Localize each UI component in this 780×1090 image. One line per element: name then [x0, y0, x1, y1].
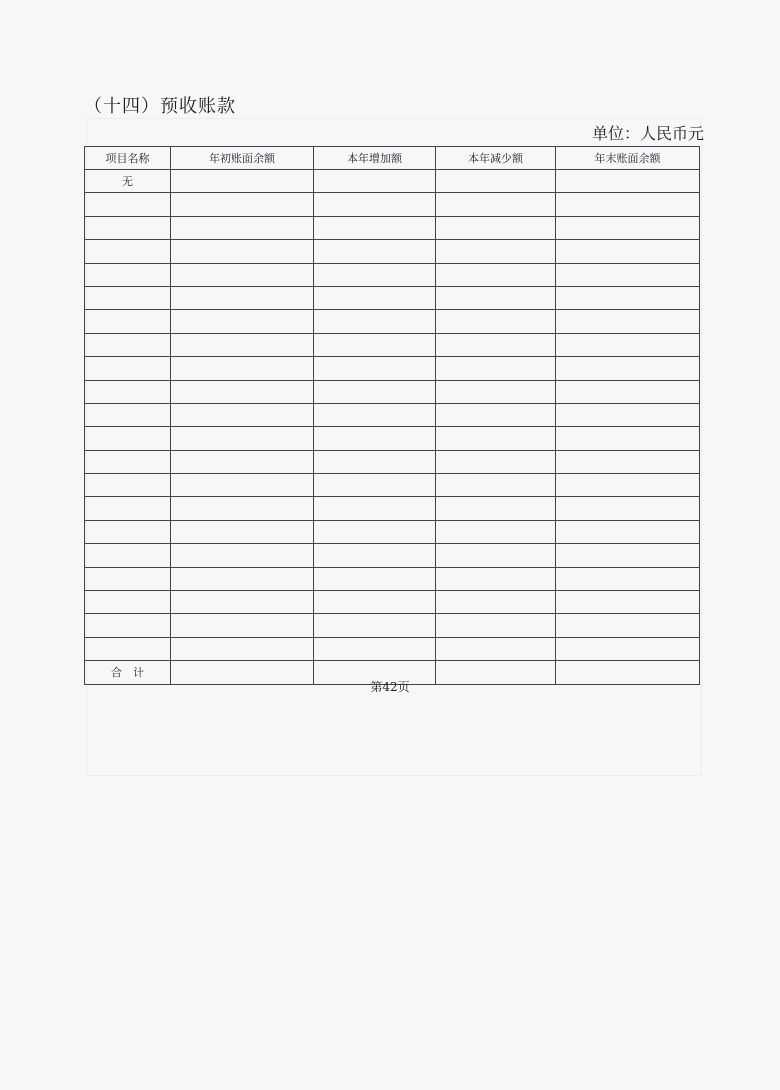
table-cell [436, 637, 556, 660]
table-cell [556, 286, 700, 309]
table-row [85, 263, 700, 286]
table-cell [85, 544, 171, 567]
table-cell [556, 357, 700, 380]
table-cell [85, 380, 171, 403]
table-cell [314, 403, 436, 426]
table-row [85, 591, 700, 614]
table-cell [556, 637, 700, 660]
table-cell [556, 591, 700, 614]
table-cell [314, 427, 436, 450]
table-cell [556, 380, 700, 403]
table-cell [314, 637, 436, 660]
table-cell [314, 450, 436, 473]
table-cell [436, 333, 556, 356]
table-cell [556, 310, 700, 333]
table-cell [556, 263, 700, 286]
table-cell [314, 474, 436, 497]
table-cell [436, 520, 556, 543]
table-cell [436, 170, 556, 193]
table-cell [556, 520, 700, 543]
table-cell [85, 520, 171, 543]
table-cell [171, 520, 314, 543]
item-name-cell: 无 [85, 170, 171, 193]
table-cell [436, 614, 556, 637]
table-cell [436, 380, 556, 403]
table-cell [436, 286, 556, 309]
table-cell [85, 591, 171, 614]
table-cell [436, 193, 556, 216]
table-cell [314, 240, 436, 263]
table-cell [85, 427, 171, 450]
table-cell [171, 474, 314, 497]
table-cell [436, 544, 556, 567]
table-cell [556, 216, 700, 239]
table-cell [314, 193, 436, 216]
table-cell [171, 403, 314, 426]
table-cell [314, 380, 436, 403]
table-cell [314, 591, 436, 614]
table-cell [171, 591, 314, 614]
table-cell [171, 614, 314, 637]
table-cell [85, 333, 171, 356]
table-row [85, 427, 700, 450]
table-cell [85, 497, 171, 520]
table-cell [85, 240, 171, 263]
table-cell [314, 263, 436, 286]
table-row [85, 310, 700, 333]
total-label: 合 计 [85, 661, 171, 684]
table-row [85, 240, 700, 263]
table-cell [171, 333, 314, 356]
table-cell [85, 310, 171, 333]
header-opening-balance: 年初账面余额 [171, 147, 314, 170]
table-body [85, 170, 700, 661]
table-cell [436, 216, 556, 239]
header-item-name: 项目名称 [85, 147, 171, 170]
table-row [85, 357, 700, 380]
table-row [85, 544, 700, 567]
table-cell [85, 357, 171, 380]
table-row [85, 193, 700, 216]
header-decrease: 本年减少额 [436, 147, 556, 170]
table-cell [314, 310, 436, 333]
table-cell [556, 614, 700, 637]
table-row [85, 497, 700, 520]
table-cell [314, 216, 436, 239]
table-cell [314, 614, 436, 637]
table-row [85, 286, 700, 309]
table-cell [171, 286, 314, 309]
table-cell [436, 427, 556, 450]
table-cell [85, 567, 171, 590]
table-cell [556, 474, 700, 497]
advance-receipts-table [84, 146, 700, 685]
table-row [85, 170, 700, 193]
table-row [85, 380, 700, 403]
table-cell [85, 474, 171, 497]
table-cell [85, 286, 171, 309]
table-row [85, 474, 700, 497]
table-cell [171, 427, 314, 450]
table-cell [314, 357, 436, 380]
table-cell [556, 403, 700, 426]
table-cell [171, 544, 314, 567]
header-increase: 本年增加额 [314, 147, 436, 170]
table-cell [314, 567, 436, 590]
table-cell [171, 170, 314, 193]
table-cell [171, 497, 314, 520]
table-row [85, 450, 700, 473]
table-cell [314, 333, 436, 356]
table-cell [556, 450, 700, 473]
table-cell [556, 427, 700, 450]
page-number: 第42页 [370, 680, 410, 694]
table-cell [85, 637, 171, 660]
table-cell [314, 497, 436, 520]
table-cell [85, 614, 171, 637]
table-cell [556, 544, 700, 567]
header-closing-balance: 年末账面余额 [556, 147, 700, 170]
table-cell [314, 286, 436, 309]
table-cell [85, 216, 171, 239]
table-cell [314, 170, 436, 193]
table-cell [436, 263, 556, 286]
table-row [85, 614, 700, 637]
table-cell [556, 497, 700, 520]
table-cell [85, 450, 171, 473]
table-cell [556, 567, 700, 590]
table-cell [556, 333, 700, 356]
section-title: （十四）预收账款 [84, 96, 236, 117]
table-cell [85, 193, 171, 216]
table-cell [171, 216, 314, 239]
table-row [85, 637, 700, 660]
table-cell [556, 240, 700, 263]
table-header-row [85, 147, 700, 170]
table-cell [314, 520, 436, 543]
table-cell [436, 497, 556, 520]
table-cell [436, 567, 556, 590]
table-cell [314, 544, 436, 567]
table-cell [171, 193, 314, 216]
table-cell [436, 357, 556, 380]
table-row [85, 520, 700, 543]
table-cell [436, 450, 556, 473]
table-cell [171, 240, 314, 263]
table-cell [171, 357, 314, 380]
table-cell [171, 637, 314, 660]
table-cell [436, 403, 556, 426]
table-cell [436, 474, 556, 497]
unit-label: 单位：人民币元 [591, 124, 704, 143]
table-cell [171, 263, 314, 286]
table-cell [171, 567, 314, 590]
table-cell [171, 450, 314, 473]
table-cell [171, 310, 314, 333]
table-row [85, 567, 700, 590]
table-cell [556, 193, 700, 216]
table-cell [171, 380, 314, 403]
table-row [85, 216, 700, 239]
table-cell [85, 263, 171, 286]
table-row [85, 333, 700, 356]
table-cell [436, 240, 556, 263]
table-row [85, 403, 700, 426]
table-cell [85, 403, 171, 426]
table-cell [436, 591, 556, 614]
table-cell [436, 310, 556, 333]
table-cell [556, 170, 700, 193]
